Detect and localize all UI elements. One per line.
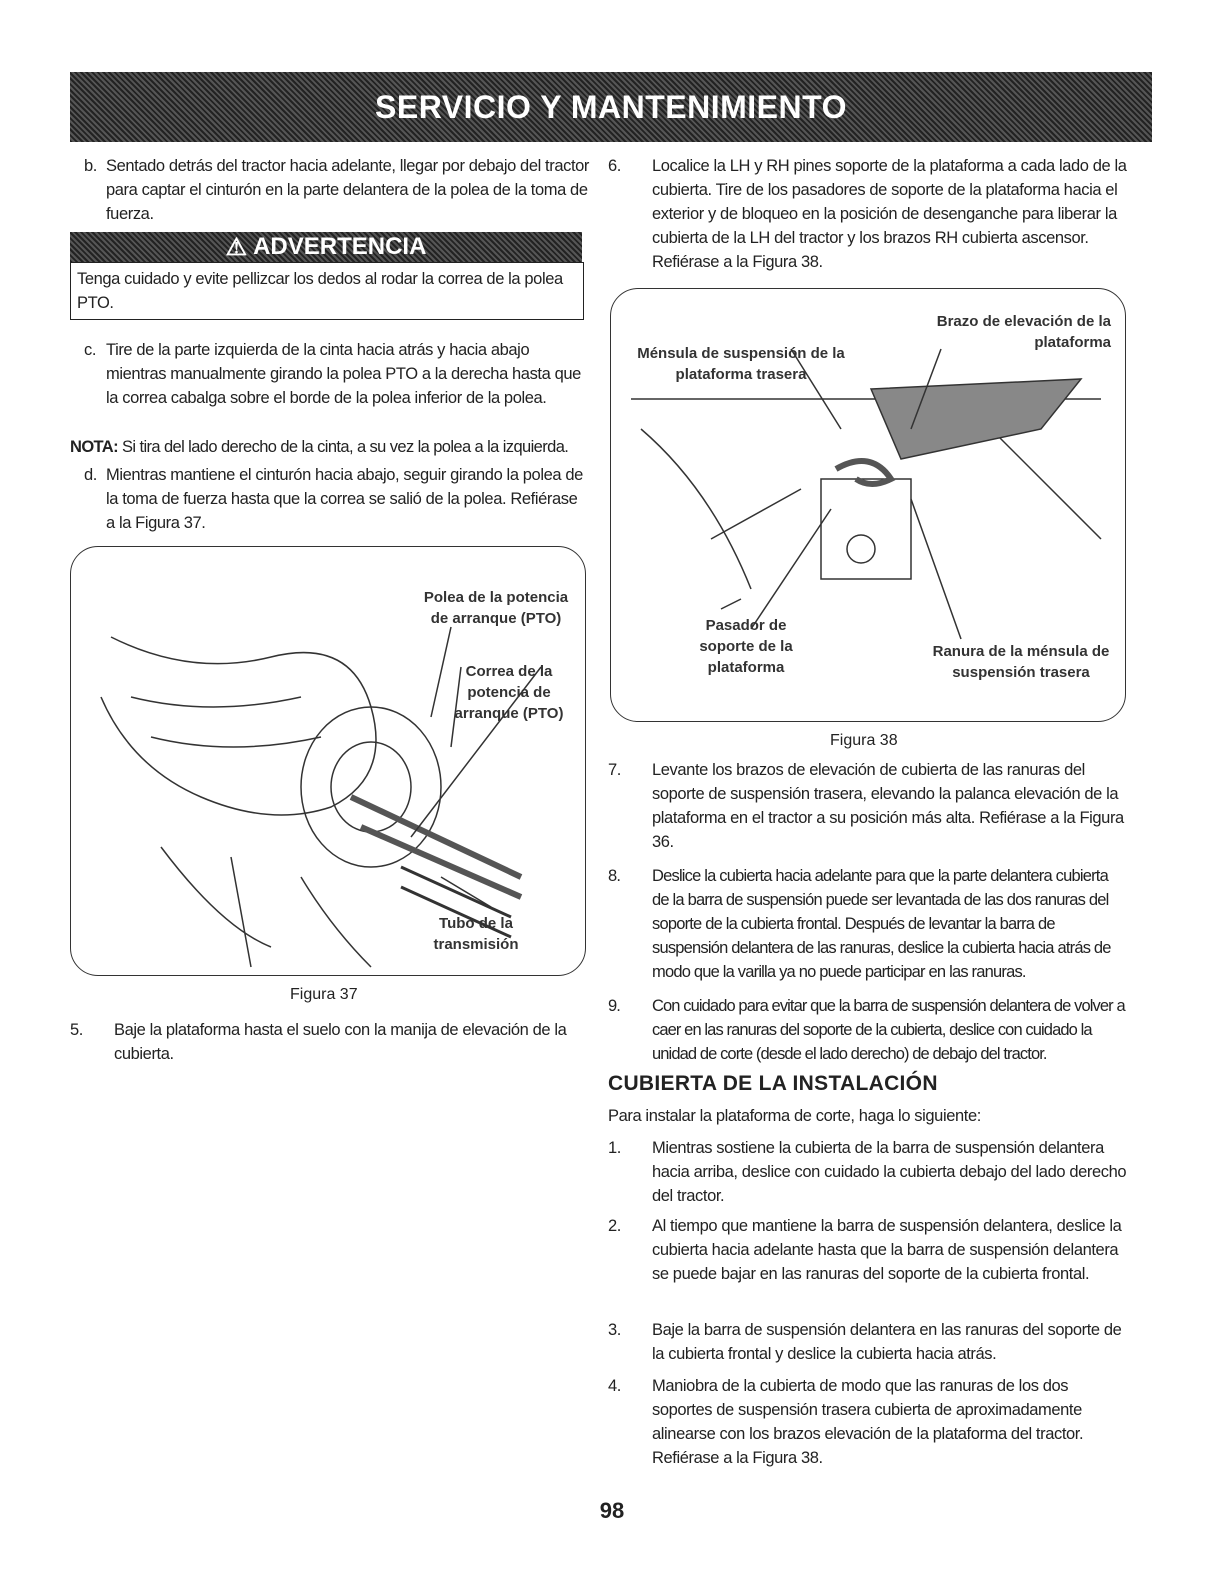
step-text: Levante los brazos de elevación de cubierta de las ranuras del soporte de suspensión trasera, elevando la palanca elevación de la plataforma en el tractor a su posición más alta. Refiérase a la Figura 36. — [652, 761, 1124, 851]
step-c — [70, 338, 590, 410]
figure-38 — [610, 288, 1126, 722]
step-number: 1. — [608, 1139, 621, 1157]
step-number: 4. — [608, 1377, 621, 1395]
step-text: Mientras sostiene la cubierta de la barra de suspensión delantera hacia arriba, deslice con cuidado la cubierta debajo del lado derecho del tractor. — [652, 1139, 1127, 1205]
step-text: Maniobra de la cubierta de modo que las ranuras de los dos soportes de suspensión trasera cubierta de aproximadamente alinearse con los brazos elevación de la plataforma del tractor. Refiérase a la Figura 38. — [652, 1377, 1084, 1467]
install-step-1 — [608, 1136, 1128, 1208]
header-title: SERVICIO Y MANTENIMIENTO — [375, 88, 847, 125]
step-text: Baje la plataforma hasta el suelo con la manija de elevación de la cubierta. — [114, 1021, 567, 1063]
step-b — [70, 154, 590, 226]
warning-header — [70, 232, 582, 262]
step-number: 8. — [608, 867, 621, 885]
step-number: 5. — [70, 1021, 83, 1039]
step-number: 2. — [608, 1217, 621, 1235]
label-support-pin: Pasador de soporte de la plataforma — [699, 617, 793, 676]
step-d — [70, 463, 590, 535]
label-pulley: Polea de la potencia de arranque (PTO) — [423, 589, 569, 627]
step-number: 9. — [608, 997, 620, 1015]
step-text: Con cuidado para evitar que la barra de suspensión delantera de volver a caer en las ranuras del soporte de la cubierta, deslice con cuidado la unidad de corte (desde el lado derecho) de debajo del tractor. — [652, 997, 1125, 1063]
page-number: 98 — [599, 1498, 625, 1523]
step-7 — [608, 758, 1128, 854]
note-label: NOTA: — [70, 438, 119, 456]
warning-body: Tenga cuidado y evite pellizcar los dedos al rodar la correa de la polea PTO. — [70, 262, 584, 320]
step-number: b. — [84, 157, 97, 175]
label-rear-bracket: Ménsula de suspensión de la plataforma trasera — [637, 345, 845, 383]
step-text: Sentado detrás del tractor hacia adelante, llegar por debajo del tractor para captar el cinturón en la parte delantera de la polea de la toma de fuerza. — [106, 157, 590, 223]
step-9 — [608, 994, 1128, 1066]
step-text: Baje la barra de suspensión delantera en las ranuras del soporte de la cubierta frontal y deslice la cubierta hacia atrás. — [652, 1321, 1122, 1363]
note — [70, 435, 600, 459]
label-tube: Tubo de la transmisión — [433, 915, 519, 953]
note-text: Si tira del lado derecho de la cinta, a su vez la polea a la izquierda. — [118, 438, 569, 456]
step-6 — [608, 154, 1128, 274]
label-lift-arm: Brazo de elevación de la plataforma — [936, 313, 1111, 351]
step-number: 7. — [608, 761, 621, 779]
step-text: Mientras mantiene el cinturón hacia abajo, seguir girando la polea de la toma de fuerza hasta que la correa se salió de la polea. Refiérase a la Figura 37. — [106, 466, 583, 532]
label-belt: Correa de la potencia de arranque (PTO) — [454, 663, 564, 722]
warning-triangle-icon: ⚠ — [225, 233, 248, 261]
section-heading: CUBIERTA DE LA INSTALACIÓN — [608, 1072, 938, 1095]
step-number: 3. — [608, 1321, 621, 1339]
step-text: Tire de la parte izquierda de la cinta hacia atrás y hacia abajo mientras manualmente girando la polea PTO a la derecha hasta que la correa cabalga sobre el borde de la polea inferior de la polea. — [106, 341, 581, 407]
label-bracket-slot: Ranura de la ménsula de suspensión trasera — [932, 643, 1110, 681]
install-step-4 — [608, 1374, 1128, 1470]
section-intro: Para instalar la plataforma de corte, haga lo siguiente: — [608, 1107, 981, 1125]
warning-title: ADVERTENCIA — [253, 233, 427, 260]
step-text: Deslice la cubierta hacia adelante para que la parte delantera cubierta de la barra de suspensión puede ser levantada de las dos ranuras del soporte de la cubierta frontal. Después de levantar la barra de suspensión delantera de las ranuras, deslice la cubierta hacia atrás de modo que la varilla ya no puede participar en las ranuras. — [652, 867, 1111, 981]
step-number: c. — [84, 341, 97, 359]
step-number: 6. — [608, 157, 621, 175]
figure-37 — [70, 546, 586, 976]
section-header — [70, 72, 1152, 142]
step-number: d. — [84, 466, 97, 484]
figure-38-caption: Figura 38 — [830, 732, 898, 749]
step-text: Localice la LH y RH pines soporte de la plataforma a cada lado de la cubierta. Tire de los pasadores de soporte de la plataforma hacia el exterior y de bloqueo en la posición de desenganche para liberar la cubierta de la LH del tractor y los brazos RH cubierta ascensor. Refiérase a la Figura 38. — [652, 157, 1127, 271]
step-text: Al tiempo que mantiene la barra de suspensión delantera, deslice la cubierta hacia adelante hasta que la barra de suspensión delantera se puede bajar en las ranuras del soporte de la cubierta frontal. — [652, 1217, 1122, 1283]
step-5 — [70, 1018, 590, 1066]
install-step-3 — [608, 1318, 1128, 1366]
step-8 — [608, 864, 1128, 984]
figure-37-caption: Figura 37 — [290, 986, 358, 1003]
install-step-2 — [608, 1214, 1128, 1286]
